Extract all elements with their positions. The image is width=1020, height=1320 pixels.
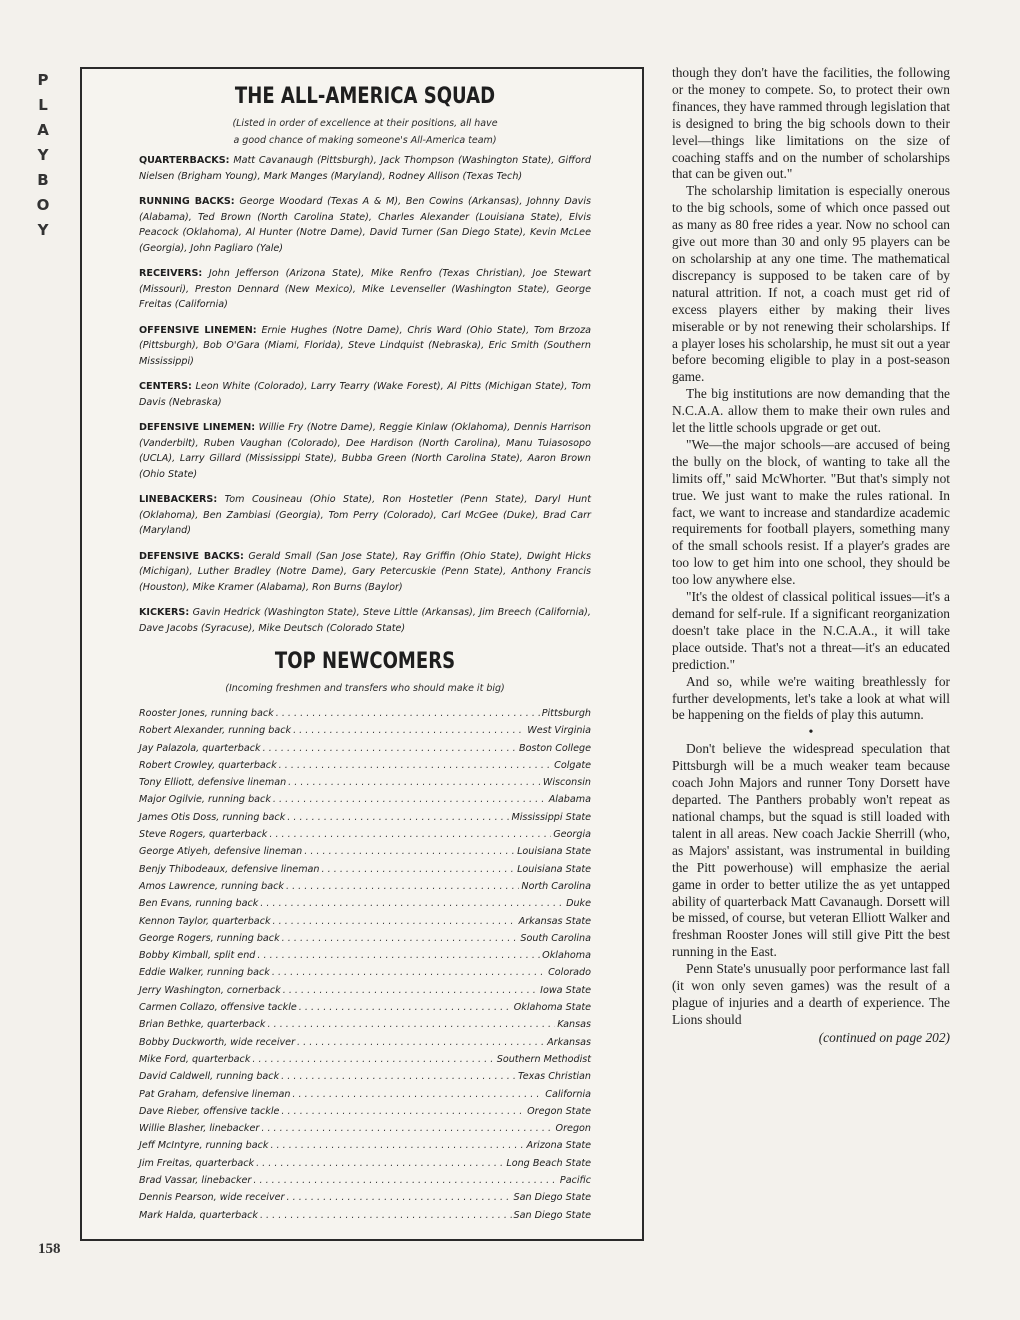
newcomer-school: Kansas bbox=[557, 1019, 591, 1031]
position-label: DEFENSIVE BACKS: bbox=[139, 550, 244, 562]
newcomer-school: California bbox=[545, 1088, 591, 1100]
spine-letter: B bbox=[37, 171, 49, 189]
newcomer-player: Robert Crowley, quarterback bbox=[139, 759, 277, 771]
article-paragraph: "We—the major schools—are accused of being the bully on the block, of wanting to take all the limits off," said McWhorter. "But that's simply not true. We just want to make the rules rational. In fact, we want to increase and standardize academic requirements for football players, something many of the small schools resist. If a player's grades are too low to get him into one school, they should be too low anywhere else. bbox=[672, 436, 950, 588]
newcomer-player: David Caldwell, running back bbox=[139, 1071, 280, 1083]
article-paragraph: And so, while we're waiting breathlessly for further developments, let's take a look at what will be happening on the fields of play this autumn. bbox=[672, 673, 950, 723]
newcomer-player: Brian Bethke, quarterback bbox=[139, 1019, 266, 1031]
position-players: Gerald Small (San Jose State), Ray Griffin (Ohio State), Dwight Hicks (Michigan), Luther Bradley (Notre Dame), Gary Petercuskie (Penn State), Anthony Francis (Houston), Mike Kramer (Alabama), Ron Burns (Baylor) bbox=[139, 550, 591, 593]
newcomer-school: Pittsburgh bbox=[541, 708, 591, 719]
position-players: Gavin Hedrick (Washington State), Steve Little (Arkansas), Jim Breech (California), Dave Jacobs (Syracuse), Mike Deutsch (Colorado State) bbox=[139, 607, 591, 634]
newcomer-row bbox=[139, 740, 591, 757]
newcomer-school: Oklahoma State bbox=[513, 1002, 591, 1014]
spine-letter: L bbox=[38, 96, 48, 114]
newcomers-title: TOP NEWCOMERS bbox=[274, 649, 456, 674]
leader-dots bbox=[272, 964, 546, 981]
leader-dots bbox=[287, 1189, 512, 1206]
leader-dots bbox=[268, 1016, 556, 1033]
newcomer-school: Georgia bbox=[553, 829, 591, 841]
position-label: CENTERS: bbox=[139, 381, 192, 392]
newcomer-player: Ben Evans, running back bbox=[139, 898, 259, 910]
spine-letter: P bbox=[37, 71, 49, 89]
position-label: KICKERS: bbox=[139, 607, 190, 618]
newcomer-school: Louisiana State bbox=[517, 863, 591, 875]
newcomer-school: Arizona State bbox=[526, 1140, 591, 1152]
newcomer-school: San Diego State bbox=[513, 1209, 591, 1221]
spine-letter: A bbox=[37, 121, 49, 139]
position-players: Tom Cousineau (Ohio State), Ron Hostetler (Penn State), Daryl Hunt (Oklahoma), Ben Zambiasi (Georgia), Tom Perry (Colorado), Carl McGee (Duke), Brad Carr (Maryland) bbox=[139, 494, 591, 536]
newcomer-player: Robert Alexander, running back bbox=[139, 725, 292, 737]
newcomer-row bbox=[139, 1120, 591, 1137]
newcomer-row bbox=[139, 1172, 591, 1189]
position-group bbox=[139, 549, 591, 596]
position-group bbox=[139, 379, 591, 410]
newcomer-row bbox=[139, 722, 591, 739]
article-paragraph: Don't believe the widespread speculation that Pittsburgh will be a much weaker team because coach John Majors and runner Tony Dorsett have departed. The Panthers probably won't repeat as national champs, but the squad is still loaded with talent in all areas. New coach Jackie Sherrill (who, as Majors' assistant, was instrumental in building the Pitt powerhouse) will emphasize the aerial game in order to better utilize the as yet untapped ability of quarterback Matt Cavanaugh. Dorsett will be missed, of course, but veteran Elliott Walker and freshman Rooster Jones will still give Pitt the best running in the East. bbox=[672, 741, 950, 960]
position-players: John Jefferson (Arizona State), Mike Renfro (Texas Christian), Joe Stewart (Missouri), Preston Dennard (New Mexico), Mike Levenseller (Washington State), George Freitas (California) bbox=[139, 268, 591, 310]
all-america-sidebar bbox=[80, 67, 644, 1241]
leader-dots bbox=[260, 895, 564, 912]
newcomer-player: Benjy Thibodeaux, defensive lineman bbox=[139, 863, 320, 875]
newcomer-school: Arkansas State bbox=[518, 915, 591, 927]
newcomer-player: Mike Ford, quarterback bbox=[139, 1053, 251, 1065]
leader-dots bbox=[297, 1034, 545, 1051]
newcomer-row bbox=[139, 757, 591, 774]
leader-dots bbox=[269, 826, 551, 843]
leader-dots bbox=[281, 1068, 516, 1085]
newcomer-school: Boston College bbox=[518, 742, 591, 754]
leader-dots bbox=[304, 843, 515, 860]
newcomer-player: Pat Graham, defensive lineman bbox=[139, 1088, 291, 1100]
leader-dots bbox=[273, 913, 517, 930]
newcomer-school: San Diego State bbox=[513, 1192, 591, 1204]
newcomer-school: West Virginia bbox=[527, 725, 591, 737]
newcomer-player: Steve Rogers, quarterback bbox=[139, 829, 268, 841]
position-group bbox=[139, 605, 591, 636]
newcomer-row bbox=[139, 1189, 591, 1206]
leader-dots bbox=[299, 999, 512, 1016]
newcomer-row bbox=[139, 1068, 591, 1085]
newcomer-player: Dave Rieber, offensive tackle bbox=[139, 1105, 280, 1117]
newcomer-school: Duke bbox=[566, 898, 591, 910]
leader-dots bbox=[288, 774, 541, 791]
leader-dots bbox=[261, 1120, 553, 1137]
leader-dots bbox=[287, 809, 509, 826]
position-group bbox=[139, 153, 591, 184]
newcomer-player: Carmen Collazo, offensive tackle bbox=[139, 1002, 297, 1014]
newcomer-row bbox=[139, 947, 591, 964]
newcomer-school: Long Beach State bbox=[506, 1157, 591, 1169]
newcomer-row bbox=[139, 1086, 591, 1103]
position-label: QUARTERBACKS: bbox=[139, 155, 230, 166]
newcomer-player: Tony Elliott, defensive lineman bbox=[139, 777, 287, 789]
newcomer-player: Dennis Pearson, wide receiver bbox=[139, 1192, 285, 1204]
newcomer-row bbox=[139, 999, 591, 1016]
newcomer-school: Colorado bbox=[548, 967, 591, 979]
newcomer-row bbox=[139, 1034, 591, 1051]
newcomer-player: Jay Palazola, quarterback bbox=[139, 742, 261, 754]
article-paragraph: Penn State's unusually poor performance last fall (it won only seven games) was the result of a plague of injuries and a dearth of experience. The Lions should bbox=[672, 961, 950, 1027]
spine-letter: O bbox=[36, 196, 50, 214]
newcomers-subtitle: (Incoming freshmen and transfers who should make it big) bbox=[225, 683, 505, 694]
page-number: 158 bbox=[38, 1241, 61, 1257]
position-players: Leon White (Colorado), Larry Tearry (Wake Forest), Al Pitts (Michigan State), Tom Davis (Nebraska) bbox=[139, 381, 591, 408]
newcomer-player: Bobby Duckworth, wide receiver bbox=[139, 1036, 296, 1048]
newcomer-school: Oregon State bbox=[527, 1105, 591, 1117]
leader-dots bbox=[279, 757, 552, 774]
newcomer-player: James Otis Doss, running back bbox=[139, 811, 286, 823]
newcomer-school: North Carolina bbox=[521, 880, 591, 892]
leader-dots bbox=[257, 947, 540, 964]
newcomer-school: Arkansas bbox=[547, 1036, 591, 1048]
position-label: RUNNING BACKS: bbox=[139, 196, 235, 207]
position-label: DEFENSIVE LINEMEN: bbox=[139, 422, 256, 433]
newcomer-school: Oregon bbox=[555, 1123, 591, 1135]
newcomer-player: Jeff McIntyre, running back bbox=[139, 1140, 269, 1152]
leader-dots bbox=[286, 878, 519, 895]
newcomer-row bbox=[139, 878, 591, 895]
newcomer-player: Major Ogilvie, running back bbox=[139, 794, 271, 806]
newcomer-school: Pacific bbox=[559, 1175, 591, 1187]
article-paragraph: though they don't have the facilities, the following or the money to compete. So, to protect their own finances, they have rammed through legislation that is designed to bring the big schools down to their level—things like limitations on the size of coaching staffs and on the number of scholarships that can be given out." bbox=[672, 65, 950, 182]
leader-dots bbox=[263, 740, 517, 757]
position-label: LINEBACKERS: bbox=[139, 494, 218, 505]
all-america-title: THE ALL-AMERICA SQUAD bbox=[234, 84, 496, 109]
leader-dots bbox=[252, 1051, 494, 1068]
newcomer-player: Jim Freitas, quarterback bbox=[139, 1157, 255, 1169]
leader-dots bbox=[273, 791, 547, 808]
magazine-spine-title bbox=[30, 68, 56, 243]
all-america-subtitle: (Listed in order of excellence at their positions, all have a good chance of making someone's All-America team) bbox=[232, 118, 498, 146]
newcomer-row bbox=[139, 705, 591, 722]
position-list bbox=[139, 153, 591, 636]
newcomer-row bbox=[139, 774, 591, 791]
newcomer-player: George Atiyeh, defensive lineman bbox=[139, 846, 303, 858]
newcomer-player: Mark Halda, quarterback bbox=[139, 1209, 258, 1221]
newcomer-player: Bobby Kimball, split end bbox=[139, 950, 256, 962]
newcomer-player: Kennon Taylor, quarterback bbox=[139, 915, 271, 927]
newcomer-school: Southern Methodist bbox=[496, 1053, 591, 1065]
position-players: Ernie Hughes (Notre Dame), Chris Ward (Ohio State), Tom Brzoza (Pittsburgh), Bob O'Gara (Miami, Florida), Steve Lindquist (Nebraska), Eric Smith (Southern Mississippi) bbox=[139, 324, 592, 367]
leader-dots bbox=[276, 705, 540, 722]
leader-dots bbox=[282, 930, 519, 947]
newcomer-row bbox=[139, 1155, 591, 1172]
leader-dots bbox=[293, 722, 525, 739]
position-players: George Woodard (Texas A & M), Ben Cowins (Arkansas), Johnny Davis (Alabama), Ted Brown (North Carolina State), Charles Alexander (Louisiana State), Elvis Peacock (Oklahoma), Al Hunter (Notre Dame), David Turner (San Diego State), Kevin McLee (Georgia), John Pagliaro (Yale) bbox=[139, 196, 591, 254]
newcomer-row bbox=[139, 1103, 591, 1120]
newcomer-player: Willie Blasher, linebacker bbox=[139, 1123, 260, 1135]
newcomer-player: Rooster Jones, running back bbox=[139, 708, 274, 719]
newcomer-player: Eddie Walker, running back bbox=[139, 967, 270, 979]
newcomer-school: South Carolina bbox=[520, 932, 591, 944]
spine-letter: Y bbox=[37, 146, 49, 164]
newcomer-school: Texas Christian bbox=[518, 1071, 591, 1083]
newcomer-row bbox=[139, 930, 591, 947]
article-paragraph: The big institutions are now demanding that the N.C.A.A. allow them to make their own rules and let the little schools upgrade or get out. bbox=[672, 386, 950, 436]
position-players: Willie Fry (Notre Dame), Reggie Kinlaw (Oklahoma), Dennis Harrison (Vanderbilt), Ruben Vaughan (Colorado), Dee Hardison (North Carolina), Manu Tuiasosopo (UCLA), Larry Gillard (Mississippi State), Bubba Green (North Carolina State), Aaron Brown (Ohio State) bbox=[139, 422, 591, 480]
newcomer-row bbox=[139, 1137, 591, 1154]
newcomer-row bbox=[139, 1207, 591, 1224]
newcomer-player: Brad Vassar, linebacker bbox=[139, 1175, 252, 1187]
position-label: RECEIVERS: bbox=[139, 268, 203, 279]
newcomer-row bbox=[139, 1016, 591, 1033]
newcomer-player: Amos Lawrence, running back bbox=[139, 880, 284, 892]
newcomer-row bbox=[139, 982, 591, 999]
position-group bbox=[139, 492, 591, 539]
newcomer-school: Wisconsin bbox=[542, 777, 591, 789]
position-group bbox=[139, 323, 591, 370]
position-players: Matt Cavanaugh (Pittsburgh), Jack Thompson (Washington State), Gifford Nielsen (Brigham Young), Mark Manges (Maryland), Rodney Allison (Texas Tech) bbox=[139, 155, 592, 182]
leader-dots bbox=[256, 1155, 504, 1172]
newcomer-row bbox=[139, 964, 591, 981]
position-label: OFFENSIVE LINEMEN: bbox=[139, 324, 257, 336]
newcomer-row bbox=[139, 861, 591, 878]
leader-dots bbox=[253, 1172, 558, 1189]
newcomer-school: Oklahoma bbox=[542, 950, 591, 962]
leader-dots bbox=[281, 1103, 525, 1120]
newcomer-row bbox=[139, 826, 591, 843]
newcomers-list bbox=[139, 705, 591, 1224]
newcomer-player: Jerry Washington, cornerback bbox=[139, 984, 281, 996]
newcomer-row bbox=[139, 913, 591, 930]
newcomer-row bbox=[139, 809, 591, 826]
newcomer-row bbox=[139, 1051, 591, 1068]
leader-dots bbox=[283, 982, 538, 999]
newcomer-school: Alabama bbox=[548, 794, 591, 806]
newcomer-row bbox=[139, 791, 591, 808]
newcomer-row bbox=[139, 895, 591, 912]
newcomer-school: Louisiana State bbox=[517, 846, 591, 858]
position-group bbox=[139, 266, 591, 313]
newcomer-school: Colgate bbox=[554, 759, 591, 771]
position-group bbox=[139, 194, 591, 256]
newcomer-school: Iowa State bbox=[540, 984, 591, 996]
leader-dots bbox=[292, 1086, 543, 1103]
position-group bbox=[139, 420, 591, 482]
newcomer-school: Mississippi State bbox=[511, 811, 591, 823]
article-paragraph: "It's the oldest of classical political issues—it's a demand for self-rule. If a significant reorganization doesn't take place in the N.C.A.A., it will take place outside. That's not a threat—it's an educated prediction." bbox=[672, 589, 950, 672]
article-column bbox=[672, 65, 950, 1047]
leader-dots bbox=[322, 861, 516, 878]
section-separator: • bbox=[808, 725, 814, 741]
leader-dots bbox=[260, 1207, 512, 1224]
leader-dots bbox=[270, 1137, 524, 1154]
spine-letter: Y bbox=[37, 221, 49, 239]
newcomer-player: George Rogers, running back bbox=[139, 932, 280, 944]
continued-note: (continued on page 202) bbox=[818, 1029, 950, 1045]
article-paragraph: The scholarship limitation is especially onerous to the big schools, some of which once passed out as many as 80 free rides a year. Now no school can give out more than 30 and only 95 players can be on scholarship at any one time. The mathematical discrepancy is supposed to be taken care of by natural attrition. If not, a coach must get rid of excess players either by making their lives miserable or by not renewing their scholarships. If a player loses his scholarship, he must sit out a year before becoming eligible to play in a post-season game. bbox=[672, 183, 950, 385]
newcomer-row bbox=[139, 843, 591, 860]
